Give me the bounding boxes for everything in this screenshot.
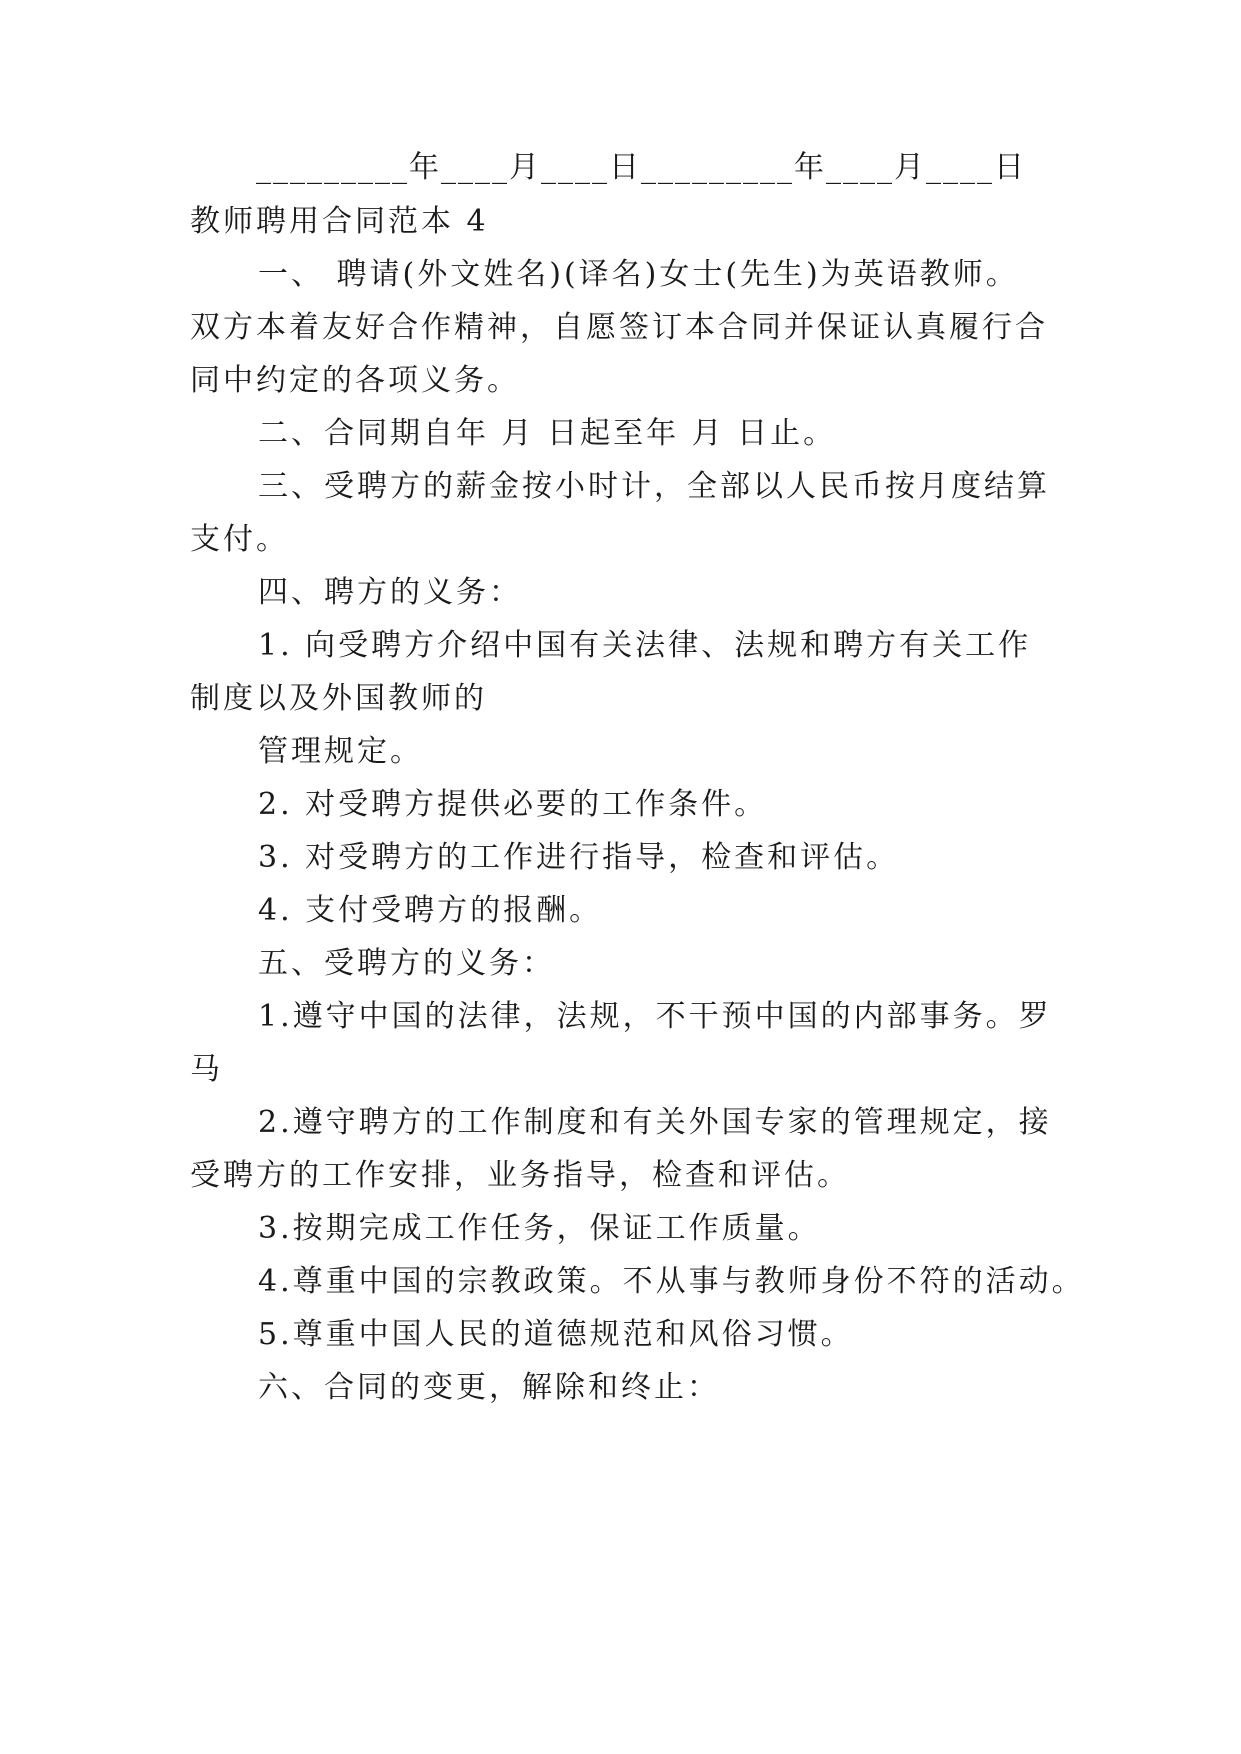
text-line: 4. 支付受聘方的报酬。 [258,893,603,928]
text-line: 支付。 [190,522,289,557]
text-line: 一、 聘请(外文姓名)(译名)女士(先生)为英语教师。 [258,257,1019,292]
text-line: 2.遵守聘方的工作制度和有关外国专家的管理规定，接 [258,1105,1052,1140]
text-line: 二、合同期自年 月 日起至年 月 日止。 [258,416,837,451]
document-title: 教师聘用合同范本 4 [190,204,489,239]
text-line: 制度以及外国教师的 [190,681,487,716]
section-heading: 六、合同的变更，解除和终止： [258,1370,720,1405]
section-heading: 五、受聘方的义务： [258,946,555,981]
text-line: 双方本着友好合作精神，自愿签订本合同并保证认真履行合 [190,310,1048,345]
section-heading: 四、聘方的义务： [258,575,522,610]
text-line: 三、受聘方的薪金按小时计，全部以人民币按月度结算 [258,469,1050,504]
text-line: 3. 对受聘方的工作进行指导，检查和评估。 [258,840,900,875]
text-line: 1.遵守中国的法律，法规，不干预中国的内部事务。罗 [258,999,1052,1034]
text-line: 马 [190,1052,223,1087]
text-line: 5.尊重中国人民的道德规范和风俗习惯。 [258,1317,854,1352]
text-line: 同中约定的各项义务。 [190,363,520,398]
text-line: 4.尊重中国的宗教政策。不从事与教师身份不符的活动。 [258,1264,1085,1299]
text-line: 受聘方的工作安排，业务指导，检查和评估。 [190,1158,850,1193]
text-line: 1. 向受聘方介绍中国有关法律、法规和聘方有关工作 [258,628,1032,663]
text-line: 管理规定。 [258,734,423,769]
text-line: 2. 对受聘方提供必要的工作条件。 [258,787,768,822]
text-line: 3.按期完成工作任务，保证工作质量。 [258,1211,821,1246]
signature-date-line: _________年____月____日_________年____月____日 [256,150,1026,185]
